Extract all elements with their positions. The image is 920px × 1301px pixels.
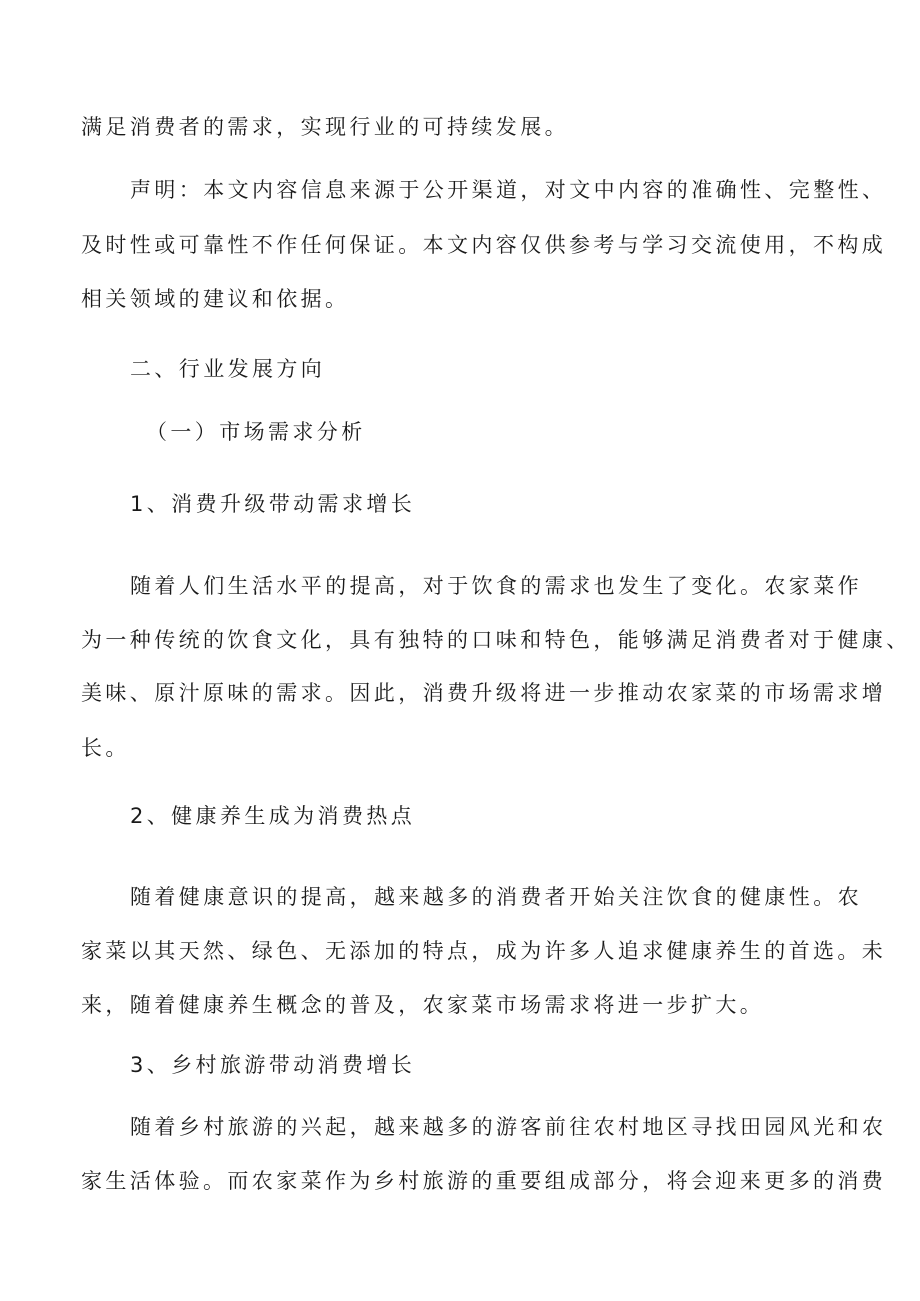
item-1-line-1: 随着人们生活水平的提高，对于饮食的需求也发生了变化。农家菜作 [130,574,862,598]
item-2-heading: 2、健康养生成为消费热点 [130,804,416,828]
statement-line-3: 相关领域的建议和依据。 [81,287,350,311]
section-heading: 二、行业发展方向 [130,357,326,381]
item-1-line-3: 美味、原汁原味的需求。因此，消费升级将进一步推动农家菜的市场需求增 [81,681,887,705]
item-2-line-2: 家菜以其天然、绿色、无添加的特点，成为许多人追求健康养生的首选。未 [81,939,887,963]
item-1-line-2: 为一种传统的饮食文化，具有独特的口味和特色，能够满足消费者对于健康、 [81,628,911,652]
item-1-heading: 1、消费升级带动需求增长 [130,492,416,516]
item-2-line-1: 随着健康意识的提高，越来越多的消费者开始关注饮食的健康性。农 [130,885,862,909]
subsection-heading: （一）市场需求分析 [146,420,366,444]
item-3-line-1: 随着乡村旅游的兴起，越来越多的游客前往农村地区寻找田园风光和农 [130,1115,887,1139]
item-1-line-4: 长。 [81,736,130,760]
item-2-line-3: 来，随着健康养生概念的普及，农家菜市场需求将进一步扩大。 [81,993,765,1017]
statement-line-1: 声明：本文内容信息来源于公开渠道，对文中内容的准确性、完整性、 [130,178,887,202]
statement-line-2: 及时性或可靠性不作任何保证。本文内容仅供参考与学习交流使用，不构成 [81,233,887,257]
item-3-heading: 3、乡村旅游带动消费增长 [130,1053,416,1077]
item-3-line-2: 家生活体验。而农家菜作为乡村旅游的重要组成部分，将会迎来更多的消费 [81,1169,887,1193]
paragraph-intro-line-1: 满足消费者的需求，实现行业的可持续发展。 [81,115,569,139]
